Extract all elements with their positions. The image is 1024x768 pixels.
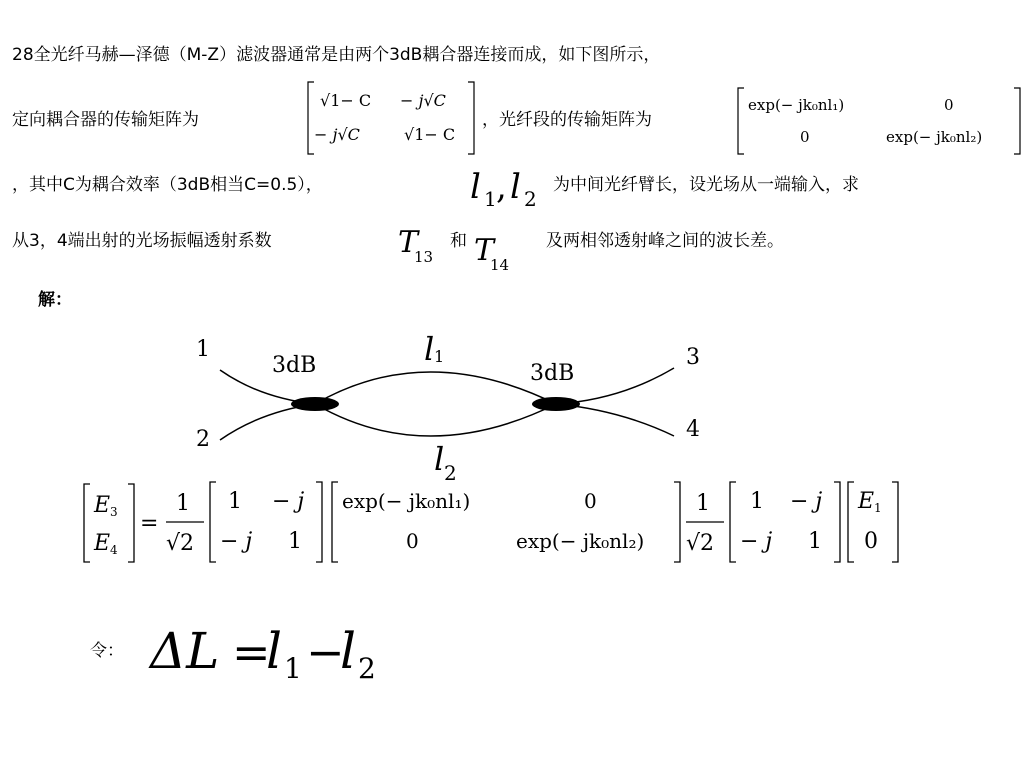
lower-arm-label: l	[434, 440, 445, 478]
solution-label: 解：	[38, 290, 72, 310]
equation-c1-11: 1	[228, 489, 242, 514]
equation-f-11: exp(− jk₀nl₁)	[342, 489, 471, 513]
port-2-label: 2	[196, 427, 210, 452]
equation-f-21: 0	[406, 529, 419, 553]
upper-arm-label-sub: 1	[434, 347, 445, 366]
problem-line-2-mid: ，光纤段的传输矩阵为	[482, 110, 652, 130]
coupler-matrix	[306, 80, 476, 156]
coefficient-T14-sub: 14	[490, 256, 510, 274]
fiber-matrix-b22: exp(− jk₀nl₂)	[886, 128, 983, 146]
right-coupler	[532, 397, 580, 411]
svg-text:l	[434, 440, 444, 478]
svg-text:E	[93, 493, 110, 518]
equation-c2-21: − j	[740, 529, 773, 554]
delta-l-minus: −	[306, 625, 345, 679]
coefficient-T13-symbol: T	[398, 225, 419, 260]
arm-symbol-l2-sub: 2	[524, 187, 537, 211]
mz-interferometer-diagram	[180, 320, 740, 490]
equation-c2-11: 1	[750, 489, 764, 514]
svg-text:1	[874, 501, 882, 515]
delta-l-lhs: ΔL	[150, 622, 220, 680]
transfer-equation	[76, 478, 912, 568]
svg-text:13	[414, 248, 433, 266]
problem-line-4-prefix: 从3，4端出射的光场振幅透射系数	[12, 231, 272, 251]
delta-l-l2: l	[340, 622, 356, 680]
coefficient-T13	[396, 220, 440, 268]
svg-text:14	[490, 256, 509, 274]
equation-E4-sub: 4	[110, 543, 118, 557]
problem-line-3-prefix: ，其中C为耦合效率（3dB相当C=0.5），	[12, 175, 323, 195]
equation-c1-21: − j	[220, 529, 253, 554]
equation-f-12: 0	[584, 489, 597, 513]
arm-length-symbols	[466, 156, 554, 216]
svg-text:1	[484, 187, 497, 211]
equation-c2-22: 1	[808, 529, 822, 554]
upper-arm-label: l	[424, 330, 435, 368]
arm-symbol-l1-sub: 1	[484, 187, 497, 211]
fiber-matrix	[736, 86, 1022, 156]
delta-l-l1: l	[266, 622, 282, 680]
coefficient-T13-sub: 13	[414, 248, 434, 266]
lower-arm-label-sub: 2	[444, 461, 457, 485]
equation-c1-22: 1	[288, 529, 302, 554]
equation-frac2-den: √2	[686, 531, 715, 556]
port-4-label: 4	[686, 417, 700, 442]
coefficient-T14	[472, 228, 516, 276]
arm-symbol-l2: l	[510, 167, 521, 207]
coupler-matrix-a11: √1− C	[320, 91, 372, 110]
left-coupler	[291, 397, 339, 411]
equation-equals: =	[140, 511, 159, 536]
delta-l-l2-sub: 2	[358, 652, 376, 685]
port-1-label: 1	[196, 337, 210, 362]
svg-text:,	[496, 167, 507, 207]
lower-arm	[315, 404, 556, 436]
upper-arm	[315, 372, 556, 404]
equation-zero: 0	[864, 529, 878, 554]
let-label: 令：	[90, 641, 124, 661]
equation-frac1-num: 1	[176, 491, 190, 516]
svg-text:l	[510, 167, 521, 207]
fiber-matrix-b11: exp(− jk₀nl₁)	[748, 96, 845, 114]
equation-E1: E	[858, 489, 875, 514]
problem-line-2-prefix: 定向耦合器的传输矩阵为	[12, 110, 199, 130]
svg-text:l	[424, 330, 434, 368]
right-coupler-label: 3dB	[530, 361, 575, 386]
equation-E3: E	[94, 493, 111, 518]
equation-E3-sub: 3	[110, 505, 118, 519]
left-coupler-label: 3dB	[272, 353, 317, 378]
equation-E4: E	[94, 531, 111, 556]
coupler-matrix-a12: − j√C	[400, 91, 446, 110]
arm-symbol-comma: ,	[496, 167, 507, 207]
problem-line-4-and: 和	[450, 231, 467, 251]
svg-text:1	[284, 652, 302, 685]
problem-line-4-suffix: 及两相邻透射峰之间的波长差。	[546, 231, 784, 251]
fiber-matrix-b12: 0	[944, 96, 954, 114]
arm-symbol-l1: l	[470, 167, 481, 207]
output-fiber-4	[556, 404, 674, 436]
equation-c1-12: − j	[272, 489, 305, 514]
equation-frac1-den: √2	[166, 531, 195, 556]
equation-f-22: exp(− jk₀nl₂)	[516, 529, 645, 553]
coefficient-T14-symbol: T	[474, 233, 495, 268]
problem-line-3-suffix: 为中间光纤臂长，设光场从一端输入，求	[553, 175, 859, 195]
delta-l-l1-sub: 1	[284, 652, 302, 685]
svg-text:E	[93, 531, 110, 556]
equation-c2-12: − j	[790, 489, 823, 514]
port-3-label: 3	[686, 345, 700, 370]
delta-l-equation	[146, 612, 396, 692]
equation-E1-sub: 1	[874, 501, 882, 515]
svg-text:2	[524, 187, 537, 211]
coupler-matrix-a22: √1− C	[404, 125, 456, 144]
fiber-matrix-b21: 0	[800, 128, 810, 146]
svg-text:E	[857, 489, 874, 514]
svg-text:4	[110, 543, 118, 557]
delta-l-equals: =	[232, 625, 271, 679]
svg-text:l	[266, 622, 282, 680]
svg-text:3	[110, 505, 118, 519]
svg-text:l	[340, 622, 356, 680]
svg-text:1	[434, 347, 444, 366]
svg-text:l	[470, 167, 481, 207]
equation-frac2-num: 1	[696, 491, 710, 516]
coupler-matrix-a21: − j√C	[314, 125, 360, 144]
problem-line-1: 28全光纤马赫—泽德（M-Z）滤波器通常是由两个3dB耦合器连接而成，如下图所示，	[12, 45, 661, 65]
svg-text:2	[358, 652, 376, 685]
